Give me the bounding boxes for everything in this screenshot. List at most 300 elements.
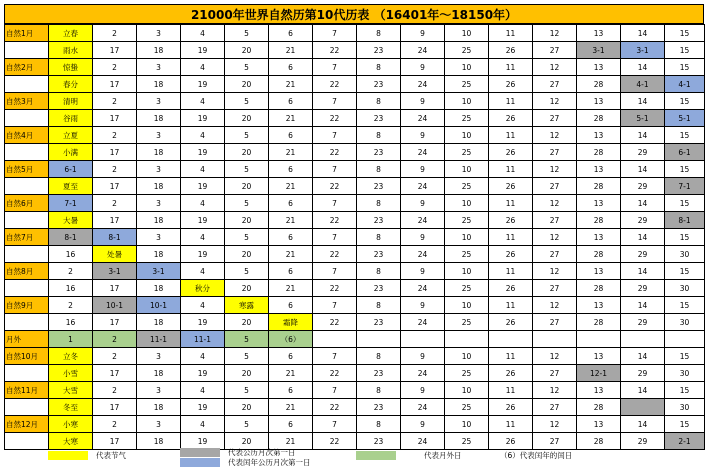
day-cell: 3 bbox=[137, 93, 181, 110]
day-cell: 7-1 bbox=[665, 178, 705, 195]
table-row bbox=[5, 399, 705, 416]
day-cell: 11 bbox=[489, 348, 533, 365]
empty-cell bbox=[401, 331, 445, 348]
table-row bbox=[5, 365, 705, 382]
day-cell: 7 bbox=[313, 229, 357, 246]
day-cell: 22 bbox=[313, 42, 357, 59]
day-cell: 4 bbox=[181, 297, 225, 314]
day-cell: 7 bbox=[313, 416, 357, 433]
day-cell: 17 bbox=[93, 212, 137, 229]
day-cell: 28 bbox=[577, 76, 621, 93]
day-cell: 11 bbox=[489, 297, 533, 314]
day-cell: 25 bbox=[445, 42, 489, 59]
day-cell: 13 bbox=[577, 416, 621, 433]
day-cell: 26 bbox=[489, 42, 533, 59]
day-cell: 12-1 bbox=[577, 365, 621, 382]
page-title: 21000年世界自然历第10代历表 （16401年～18150年） bbox=[4, 4, 704, 24]
day-cell: 9 bbox=[401, 25, 445, 42]
table-row bbox=[5, 127, 705, 144]
day-cell: 6 bbox=[269, 263, 313, 280]
solar-term-cell: 立冬 bbox=[49, 348, 93, 365]
day-cell: 16 bbox=[49, 314, 93, 331]
empty-cell bbox=[357, 331, 401, 348]
day-cell: 9 bbox=[401, 263, 445, 280]
day-cell: 14 bbox=[621, 59, 665, 76]
day-cell: 29 bbox=[621, 178, 665, 195]
day-cell: 13 bbox=[577, 59, 621, 76]
day-cell: 28 bbox=[577, 433, 621, 450]
day-cell: 4 bbox=[181, 382, 225, 399]
day-cell: 1 bbox=[49, 331, 93, 348]
day-cell: 22 bbox=[313, 433, 357, 450]
day-cell: 7 bbox=[313, 263, 357, 280]
day-cell: 6 bbox=[269, 161, 313, 178]
legend-swatch-gray bbox=[180, 448, 220, 457]
day-cell: 5 bbox=[225, 416, 269, 433]
empty-cell bbox=[5, 246, 49, 263]
day-cell: 25 bbox=[445, 246, 489, 263]
day-cell: 20 bbox=[225, 42, 269, 59]
day-cell: 18 bbox=[137, 144, 181, 161]
day-cell: 27 bbox=[533, 212, 577, 229]
empty-cell bbox=[533, 331, 577, 348]
day-cell: 27 bbox=[533, 76, 577, 93]
day-cell: 12 bbox=[533, 25, 577, 42]
day-cell: 6 bbox=[269, 93, 313, 110]
day-cell: 12 bbox=[533, 161, 577, 178]
day-cell: 9 bbox=[401, 229, 445, 246]
solar-term-cell: 清明 bbox=[49, 93, 93, 110]
day-cell: 2 bbox=[49, 263, 93, 280]
table-row bbox=[5, 416, 705, 433]
day-cell: 9 bbox=[401, 59, 445, 76]
day-cell: 3-1 bbox=[577, 42, 621, 59]
day-cell: 12 bbox=[533, 195, 577, 212]
day-cell: 4 bbox=[181, 348, 225, 365]
day-cell: 11 bbox=[489, 59, 533, 76]
day-cell: 15 bbox=[665, 263, 705, 280]
day-cell: 29 bbox=[621, 246, 665, 263]
day-cell: 17 bbox=[93, 178, 137, 195]
day-cell: 20 bbox=[225, 144, 269, 161]
day-cell: 28 bbox=[577, 399, 621, 416]
day-cell: 7 bbox=[313, 297, 357, 314]
day-cell: 10-1 bbox=[93, 297, 137, 314]
legend-swatch-yellow bbox=[48, 451, 88, 460]
legend-solar-term: 代表节气 bbox=[96, 451, 126, 460]
day-cell: 4 bbox=[181, 229, 225, 246]
day-cell: 12 bbox=[533, 348, 577, 365]
day-cell: 16 bbox=[49, 246, 93, 263]
day-cell: 10 bbox=[445, 297, 489, 314]
day-cell: 19 bbox=[181, 365, 225, 382]
day-cell: 27 bbox=[533, 110, 577, 127]
day-cell: 18 bbox=[137, 399, 181, 416]
day-cell: 5 bbox=[225, 127, 269, 144]
legend-swatch-green bbox=[356, 451, 396, 460]
day-cell: 4-1 bbox=[665, 76, 705, 93]
day-cell: 8-1 bbox=[93, 229, 137, 246]
day-cell: 19 bbox=[181, 76, 225, 93]
day-cell: 18 bbox=[137, 42, 181, 59]
day-cell: 11 bbox=[489, 25, 533, 42]
day-cell: 7 bbox=[313, 161, 357, 178]
day-cell: 10 bbox=[445, 229, 489, 246]
table-row bbox=[5, 348, 705, 365]
day-cell: 22 bbox=[313, 246, 357, 263]
day-cell: （6） bbox=[269, 331, 313, 348]
month-label: 自然7月 bbox=[5, 229, 49, 246]
day-cell: 5 bbox=[225, 25, 269, 42]
calendar-sheet bbox=[4, 4, 704, 450]
day-cell: 12 bbox=[533, 93, 577, 110]
day-cell: 13 bbox=[577, 229, 621, 246]
day-cell bbox=[621, 399, 665, 416]
day-cell: 11 bbox=[489, 93, 533, 110]
day-cell: 10 bbox=[445, 195, 489, 212]
day-cell: 24 bbox=[401, 280, 445, 297]
day-cell: 11 bbox=[489, 127, 533, 144]
day-cell: 7 bbox=[313, 93, 357, 110]
day-cell: 2 bbox=[93, 416, 137, 433]
month-label: 自然9月 bbox=[5, 297, 49, 314]
day-cell: 7 bbox=[313, 382, 357, 399]
table-row bbox=[5, 280, 705, 297]
day-cell: 10 bbox=[445, 161, 489, 178]
day-cell: 5 bbox=[225, 161, 269, 178]
day-cell: 6 bbox=[269, 297, 313, 314]
day-cell: 6-1 bbox=[665, 144, 705, 161]
day-cell: 2 bbox=[93, 93, 137, 110]
table-row bbox=[5, 314, 705, 331]
table-row bbox=[5, 195, 705, 212]
day-cell: 15 bbox=[665, 93, 705, 110]
day-cell: 13 bbox=[577, 297, 621, 314]
day-cell: 20 bbox=[225, 399, 269, 416]
day-cell: 18 bbox=[137, 178, 181, 195]
day-cell: 12 bbox=[533, 263, 577, 280]
month-label: 自然1月 bbox=[5, 25, 49, 42]
month-label: 自然3月 bbox=[5, 93, 49, 110]
day-cell: 10 bbox=[445, 382, 489, 399]
day-cell: 19 bbox=[181, 144, 225, 161]
day-cell: 7 bbox=[313, 59, 357, 76]
day-cell: 10-1 bbox=[137, 297, 181, 314]
day-cell: 21 bbox=[269, 110, 313, 127]
day-cell: 10 bbox=[445, 348, 489, 365]
day-cell: 20 bbox=[225, 110, 269, 127]
day-cell: 24 bbox=[401, 433, 445, 450]
day-cell: 22 bbox=[313, 365, 357, 382]
day-cell: 15 bbox=[665, 195, 705, 212]
day-cell: 28 bbox=[577, 110, 621, 127]
day-cell: 2 bbox=[93, 382, 137, 399]
day-cell: 15 bbox=[665, 348, 705, 365]
day-cell: 23 bbox=[357, 144, 401, 161]
day-cell: 2 bbox=[93, 127, 137, 144]
day-cell: 24 bbox=[401, 212, 445, 229]
day-cell: 11-1 bbox=[137, 331, 181, 348]
day-cell: 11 bbox=[489, 382, 533, 399]
day-cell: 27 bbox=[533, 144, 577, 161]
table-row bbox=[5, 433, 705, 450]
day-cell: 16 bbox=[49, 280, 93, 297]
day-cell: 14 bbox=[621, 263, 665, 280]
solar-term-cell: 处暑 bbox=[93, 246, 137, 263]
solar-term-cell: 谷雨 bbox=[49, 110, 93, 127]
legend bbox=[4, 448, 704, 468]
day-cell: 17 bbox=[93, 110, 137, 127]
month-label: 自然12月 bbox=[5, 416, 49, 433]
month-label: 自然10月 bbox=[5, 348, 49, 365]
day-cell: 4 bbox=[181, 263, 225, 280]
day-cell: 27 bbox=[533, 433, 577, 450]
day-cell: 8-1 bbox=[49, 229, 93, 246]
empty-cell bbox=[5, 433, 49, 450]
day-cell: 17 bbox=[93, 399, 137, 416]
day-cell: 6-1 bbox=[49, 161, 93, 178]
day-cell: 24 bbox=[401, 42, 445, 59]
table-row bbox=[5, 93, 705, 110]
day-cell: 21 bbox=[269, 433, 313, 450]
day-cell: 17 bbox=[93, 433, 137, 450]
day-cell: 19 bbox=[181, 399, 225, 416]
day-cell: 17 bbox=[93, 314, 137, 331]
day-cell: 9 bbox=[401, 93, 445, 110]
day-cell: 4-1 bbox=[621, 76, 665, 93]
day-cell: 28 bbox=[577, 212, 621, 229]
day-cell: 8 bbox=[357, 93, 401, 110]
day-cell: 26 bbox=[489, 76, 533, 93]
day-cell: 28 bbox=[577, 178, 621, 195]
day-cell: 15 bbox=[665, 382, 705, 399]
day-cell: 14 bbox=[621, 127, 665, 144]
month-label: 自然11月 bbox=[5, 382, 49, 399]
empty-cell bbox=[5, 280, 49, 297]
day-cell: 15 bbox=[665, 42, 705, 59]
day-cell: 27 bbox=[533, 365, 577, 382]
day-cell: 25 bbox=[445, 144, 489, 161]
day-cell: 5 bbox=[225, 263, 269, 280]
day-cell: 21 bbox=[269, 76, 313, 93]
table-row bbox=[5, 178, 705, 195]
day-cell: 30 bbox=[665, 399, 705, 416]
empty-cell bbox=[5, 365, 49, 382]
day-cell: 26 bbox=[489, 433, 533, 450]
day-cell: 24 bbox=[401, 144, 445, 161]
empty-cell bbox=[5, 212, 49, 229]
month-label: 月外 bbox=[5, 331, 49, 348]
day-cell: 19 bbox=[181, 433, 225, 450]
day-cell: 29 bbox=[621, 280, 665, 297]
day-cell: 4 bbox=[181, 127, 225, 144]
day-cell: 18 bbox=[137, 314, 181, 331]
empty-cell bbox=[5, 110, 49, 127]
legend-outside-month: 代表月外日 bbox=[424, 451, 462, 460]
day-cell: 22 bbox=[313, 76, 357, 93]
day-cell: 13 bbox=[577, 263, 621, 280]
empty-cell bbox=[5, 314, 49, 331]
day-cell: 9 bbox=[401, 195, 445, 212]
day-cell: 17 bbox=[93, 144, 137, 161]
day-cell: 7 bbox=[313, 348, 357, 365]
day-cell: 5 bbox=[225, 93, 269, 110]
legend-swatch-blue bbox=[180, 458, 220, 467]
day-cell: 22 bbox=[313, 178, 357, 195]
day-cell: 15 bbox=[665, 297, 705, 314]
day-cell: 19 bbox=[181, 246, 225, 263]
legend-leap-day: （6）代表闰年的闰日 bbox=[500, 451, 573, 460]
day-cell: 18 bbox=[137, 246, 181, 263]
day-cell: 25 bbox=[445, 433, 489, 450]
day-cell: 8 bbox=[357, 348, 401, 365]
day-cell: 3 bbox=[137, 229, 181, 246]
day-cell: 8 bbox=[357, 382, 401, 399]
day-cell: 26 bbox=[489, 178, 533, 195]
day-cell: 5-1 bbox=[621, 110, 665, 127]
day-cell: 8 bbox=[357, 59, 401, 76]
day-cell: 7-1 bbox=[49, 195, 93, 212]
day-cell: 11 bbox=[489, 416, 533, 433]
day-cell: 6 bbox=[269, 127, 313, 144]
month-label: 自然2月 bbox=[5, 59, 49, 76]
table-row bbox=[5, 297, 705, 314]
day-cell: 20 bbox=[225, 178, 269, 195]
day-cell: 22 bbox=[313, 280, 357, 297]
month-label: 自然6月 bbox=[5, 195, 49, 212]
day-cell: 10 bbox=[445, 416, 489, 433]
day-cell: 26 bbox=[489, 314, 533, 331]
solar-term-cell: 冬至 bbox=[49, 399, 93, 416]
day-cell: 25 bbox=[445, 314, 489, 331]
empty-cell bbox=[577, 331, 621, 348]
day-cell: 22 bbox=[313, 314, 357, 331]
day-cell: 10 bbox=[445, 127, 489, 144]
day-cell: 3-1 bbox=[137, 263, 181, 280]
empty-cell bbox=[5, 144, 49, 161]
day-cell: 5 bbox=[225, 331, 269, 348]
day-cell: 15 bbox=[665, 25, 705, 42]
table-row bbox=[5, 59, 705, 76]
day-cell: 3-1 bbox=[93, 263, 137, 280]
day-cell: 21 bbox=[269, 365, 313, 382]
empty-cell bbox=[313, 331, 357, 348]
day-cell: 6 bbox=[269, 59, 313, 76]
day-cell: 11-1 bbox=[181, 331, 225, 348]
day-cell: 9 bbox=[401, 297, 445, 314]
solar-term-cell: 小雪 bbox=[49, 365, 93, 382]
table-row bbox=[5, 144, 705, 161]
empty-cell bbox=[489, 331, 533, 348]
table-row bbox=[5, 263, 705, 280]
solar-term-cell: 霜降 bbox=[269, 314, 313, 331]
day-cell: 22 bbox=[313, 212, 357, 229]
table-row bbox=[5, 246, 705, 263]
day-cell: 2-1 bbox=[665, 433, 705, 450]
day-cell: 4 bbox=[181, 161, 225, 178]
table-row bbox=[5, 42, 705, 59]
day-cell: 13 bbox=[577, 25, 621, 42]
day-cell: 13 bbox=[577, 93, 621, 110]
day-cell: 25 bbox=[445, 178, 489, 195]
day-cell: 3 bbox=[137, 59, 181, 76]
day-cell: 6 bbox=[269, 416, 313, 433]
day-cell: 23 bbox=[357, 212, 401, 229]
day-cell: 15 bbox=[665, 229, 705, 246]
day-cell: 13 bbox=[577, 348, 621, 365]
day-cell: 13 bbox=[577, 161, 621, 178]
day-cell: 12 bbox=[533, 297, 577, 314]
day-cell: 8-1 bbox=[665, 212, 705, 229]
day-cell: 24 bbox=[401, 365, 445, 382]
solar-term-cell: 雨水 bbox=[49, 42, 93, 59]
day-cell: 14 bbox=[621, 416, 665, 433]
legend-leap-gregorian-first: 代表闰年公历月次第一日 bbox=[228, 458, 311, 467]
day-cell: 5-1 bbox=[665, 110, 705, 127]
day-cell: 20 bbox=[225, 280, 269, 297]
day-cell: 24 bbox=[401, 178, 445, 195]
day-cell: 7 bbox=[313, 25, 357, 42]
day-cell: 14 bbox=[621, 25, 665, 42]
day-cell: 29 bbox=[621, 433, 665, 450]
day-cell: 10 bbox=[445, 25, 489, 42]
day-cell: 15 bbox=[665, 59, 705, 76]
empty-cell bbox=[5, 76, 49, 93]
day-cell: 29 bbox=[621, 314, 665, 331]
day-cell: 13 bbox=[577, 195, 621, 212]
day-cell: 6 bbox=[269, 382, 313, 399]
day-cell: 27 bbox=[533, 178, 577, 195]
day-cell: 23 bbox=[357, 246, 401, 263]
day-cell: 9 bbox=[401, 416, 445, 433]
day-cell: 20 bbox=[225, 365, 269, 382]
day-cell: 10 bbox=[445, 93, 489, 110]
day-cell: 27 bbox=[533, 246, 577, 263]
day-cell: 15 bbox=[665, 127, 705, 144]
day-cell: 18 bbox=[137, 365, 181, 382]
day-cell: 23 bbox=[357, 280, 401, 297]
day-cell: 8 bbox=[357, 416, 401, 433]
day-cell: 9 bbox=[401, 127, 445, 144]
solar-term-cell: 小满 bbox=[49, 144, 93, 161]
day-cell: 11 bbox=[489, 161, 533, 178]
day-cell: 14 bbox=[621, 297, 665, 314]
day-cell: 12 bbox=[533, 59, 577, 76]
table-row bbox=[5, 161, 705, 178]
day-cell: 27 bbox=[533, 42, 577, 59]
day-cell: 19 bbox=[181, 42, 225, 59]
day-cell: 27 bbox=[533, 399, 577, 416]
table-row bbox=[5, 110, 705, 127]
day-cell: 4 bbox=[181, 59, 225, 76]
solar-term-cell: 小寒 bbox=[49, 416, 93, 433]
day-cell: 18 bbox=[137, 110, 181, 127]
day-cell: 25 bbox=[445, 76, 489, 93]
day-cell: 3 bbox=[137, 195, 181, 212]
day-cell: 20 bbox=[225, 212, 269, 229]
day-cell: 13 bbox=[577, 127, 621, 144]
day-cell: 6 bbox=[269, 195, 313, 212]
day-cell: 26 bbox=[489, 144, 533, 161]
day-cell: 24 bbox=[401, 110, 445, 127]
day-cell: 3 bbox=[137, 348, 181, 365]
empty-cell bbox=[5, 178, 49, 195]
day-cell: 19 bbox=[181, 178, 225, 195]
empty-cell bbox=[621, 331, 665, 348]
day-cell: 21 bbox=[269, 42, 313, 59]
day-cell: 25 bbox=[445, 212, 489, 229]
empty-cell bbox=[5, 399, 49, 416]
